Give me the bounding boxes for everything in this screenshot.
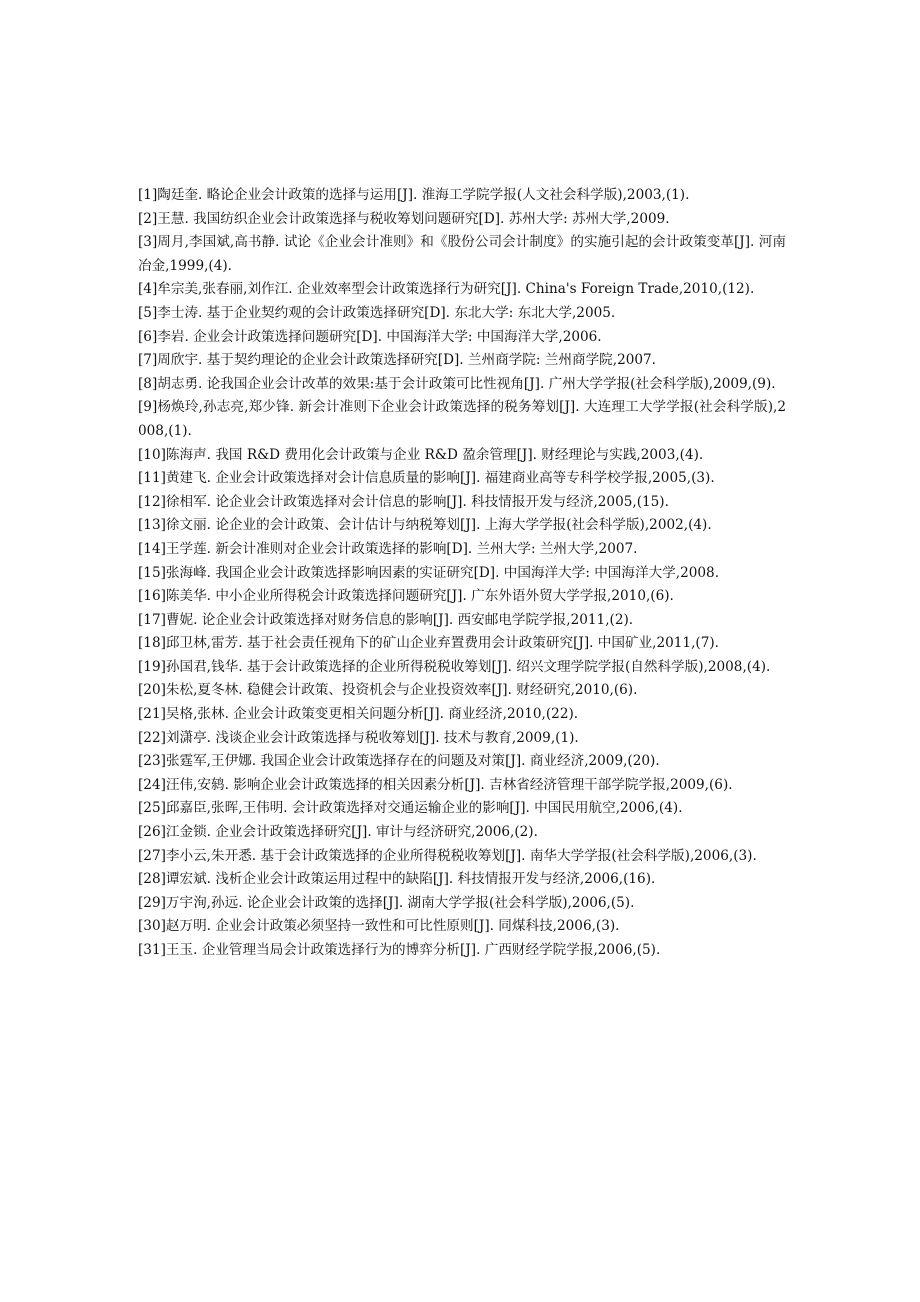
reference-item: [22]刘潇亭. 浅谈企业会计政策选择与税收筹划[J]. 技术与教育,2009,(1). <box>138 729 579 746</box>
reference-item: [17]曹妮. 论企业会计政策选择对财务信息的影响[J]. 西安邮电学院学报,2011,(2). <box>138 611 634 628</box>
reference-item: [19]孙国君,钱华. 基于会计政策选择的企业所得税税收筹划[J]. 绍兴文理学院学报(自然科学版),2008,(4). <box>138 658 771 675</box>
reference-item: [25]邱嘉臣,张晖,王伟明. 会计政策选择对交通运输企业的影响[J]. 中国民用航空,2006,(4). <box>138 800 683 817</box>
reference-item: [13]徐文丽. 论企业的会计政策、会计估计与纳税筹划[J]. 上海大学学报(社会科学版),2002,(4). <box>138 517 712 534</box>
reference-item: [31]王玉. 企业管理当局会计政策选择行为的博弈分析[J]. 广西财经学院学报,2006,(5). <box>138 942 661 958</box>
reference-item: [28]谭宏斌. 浅析企业会计政策运用过程中的缺陷[J]. 科技情报开发与经济,2006,(16). <box>138 871 656 888</box>
reference-item: [12]徐相军. 论企业会计政策选择对会计信息的影响[J]. 科技情报开发与经济,2005,(15). <box>138 493 669 510</box>
reference-item: [5]李士涛. 基于企业契约观的会计政策选择研究[D]. 东北大学: 东北大学,2005. <box>138 304 616 321</box>
reference-item: [26]江金锁. 企业会计政策选择研究[J]. 审计与经济研究,2006,(2). <box>138 824 538 841</box>
reference-item: [23]张霆军,王伊娜. 我国企业会计政策选择存在的问题及对策[J]. 商业经济,2009,(20). <box>138 753 660 770</box>
reference-item: [24]汪伟,安鸫. 影响企业会计政策选择的相关因素分析[J]. 吉林省经济管理干部学院学报,2009,(6). <box>138 776 733 793</box>
reference-item: [1]陶廷奎. 略论企业会计政策的选择与运用[J]. 淮海工学院学报(人文社会科学版),2003,(1). <box>138 187 690 203</box>
reference-item: [14]王学莲. 新会计准则对企业会计政策选择的影响[D]. 兰州大学: 兰州大学,2007. <box>138 540 638 557</box>
reference-item: [15]张海峰. 我国企业会计政策选择影响因素的实证研究[D]. 中国海洋大学: 中国海洋大学,2008. <box>138 564 720 581</box>
reference-item: [7]周欣宇. 基于契约理论的企业会计政策选择研究[D]. 兰州商学院: 兰州商学院,2007. <box>138 352 656 369</box>
reference-item: [29]万宇洵,孙远. 论企业会计政策的选择[J]. 湖南大学学报(社会科学版),2006,(5). <box>138 894 635 911</box>
reference-item: [11]黄建飞. 企业会计政策选择对会计信息质量的影响[J]. 福建商业高等专科学校学报,2005,(3). <box>138 470 715 487</box>
reference-item: [3]周月,李国斌,高书静. 试论《企业会计准则》和《股份公司会计制度》的实施引起的会计政策变革[J]. 河南冶金,1999,(4). <box>138 234 786 274</box>
reference-item: [27]李小云,朱开悉. 基于会计政策选择的企业所得税税收筹划[J]. 南华大学学报(社会科学版),2006,(3). <box>138 847 757 864</box>
reference-item: [30]赵万明. 企业会计政策必须坚持一致性和可比性原则[J]. 同煤科技,2006,(3). <box>138 918 620 935</box>
reference-list <box>138 184 786 963</box>
reference-item: [20]朱松,夏冬林. 稳健会计政策、投资机会与企业投资效率[J]. 财经研究,2010,(6). <box>138 682 638 699</box>
reference-item: [6]李岩. 企业会计政策选择问题研究[D]. 中国海洋大学: 中国海洋大学,2006. <box>138 328 602 345</box>
reference-item: [8]胡志勇. 论我国企业会计改革的效果:基于会计政策可比性视角[J]. 广州大学学报(社会科学版),2009,(9). <box>138 375 776 392</box>
reference-item: [16]陈美华. 中小企业所得税会计政策选择问题研究[J]. 广东外语外贸大学学报,2010,(6). <box>138 588 674 605</box>
reference-item: [10]陈海声. 我国 R&D 费用化会计政策与企业 R&D 盈余管理[J]. 财经理论与实践,2003,(4). <box>138 446 704 463</box>
reference-item: [18]邱卫林,雷芳. 基于社会责任视角下的矿山企业弃置费用会计政策研究[J]. 中国矿业,2011,(7). <box>138 635 719 652</box>
reference-item: [9]杨焕玲,孙志亮,郑少锋. 新会计准则下企业会计政策选择的税务筹划[J]. 大连理工大学学报(社会科学版),2008,(1). <box>138 399 786 439</box>
reference-item: [4]牟宗美,张春丽,刘作江. 企业效率型会计政策选择行为研究[J]. China's Foreign Trade,2010,(12). <box>138 281 755 298</box>
reference-item: [2]王慧. 我国纺织企业会计政策选择与税收筹划问题研究[D]. 苏州大学: 苏州大学,2009. <box>138 210 670 227</box>
reference-item: [21]吴格,张林. 企业会计政策变更相关问题分析[J]. 商业经济,2010,(22). <box>138 706 579 723</box>
